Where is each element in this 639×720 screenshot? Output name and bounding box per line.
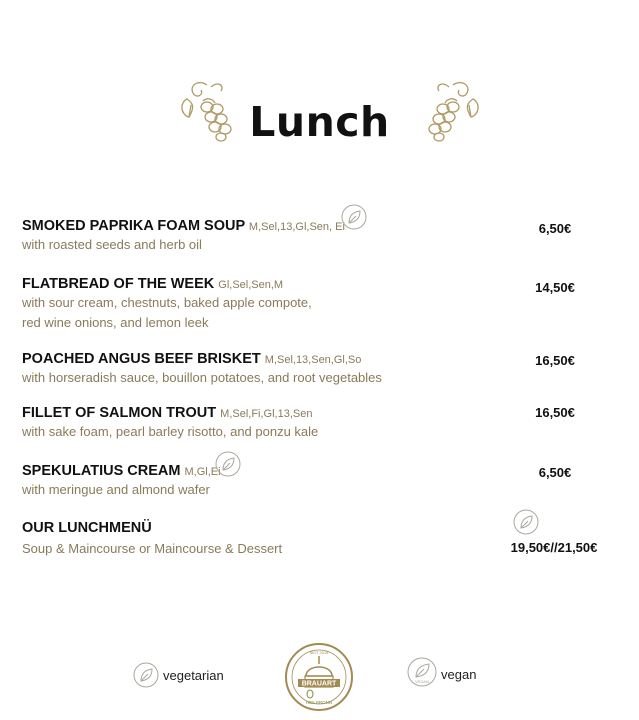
dish-price: 6,50€ <box>538 221 572 236</box>
brauart-logo <box>284 642 354 712</box>
logo-bottom-text: HEILBRONN <box>305 700 333 705</box>
logo-brand-text: BRAUART <box>301 680 337 688</box>
vegetarian-leaf-icon <box>513 509 539 535</box>
vegetarian-leaf-icon <box>133 662 159 688</box>
dish-name: POACHED ANGUS BEEF BRISKET <box>22 351 261 367</box>
dish-price: 16,50€ <box>535 353 575 368</box>
allergen-codes: Gl,Sel,Sen,M <box>218 279 284 291</box>
dish-description: with sake foam, pearl barley risotto, and ponzu kale <box>22 424 319 439</box>
dish-name: FILLET OF SALMON TROUT <box>22 405 217 421</box>
hop-ornament-icon <box>415 77 483 149</box>
dish-price: 16,50€ <box>535 405 575 420</box>
allergen-codes: M,Sel,13,Sen,Gl,So <box>264 354 362 366</box>
allergen-codes: M,Gl,Ei <box>184 466 221 478</box>
dish-name: SPEKULATIUS CREAM <box>22 463 181 479</box>
vegetarian-leaf-icon <box>215 451 241 477</box>
dish-description: Soup & Maincourse or Maincourse & Dessert <box>22 541 283 556</box>
logo-top-text: SEIT 2019 <box>309 650 329 655</box>
dish-description: with sour cream, chestnuts, baked apple compote, <box>22 295 312 310</box>
legend-vegetarian-label: vegetarian <box>163 668 224 683</box>
allergen-codes: M,Sel,Fi,Gl,13,Sen <box>220 408 313 420</box>
dish-name: OUR LUNCHMENÜ <box>22 520 152 536</box>
dish-description: with horseradish sauce, bouillon potatoes, and root vegetables <box>22 370 382 385</box>
allergen-codes: M,Sel,13,Gl,Sen, Ei <box>248 221 345 233</box>
dish-price: 19,50€//21,50€ <box>510 540 598 555</box>
dish-description: with meringue and almond wafer <box>22 482 210 497</box>
vegetarian-leaf-icon <box>341 204 367 230</box>
page-title: Lunch <box>249 98 390 146</box>
dish-price: 14,50€ <box>535 280 575 295</box>
dish-name: SMOKED PAPRIKA FOAM SOUP <box>22 218 245 234</box>
legend-vegan-label: vegan <box>441 667 477 682</box>
vegan-leaf-icon <box>407 657 437 687</box>
vegan-badge-text: VEGAN <box>414 679 430 684</box>
dish-name: FLATBREAD OF THE WEEK <box>22 276 215 292</box>
dish-price: 6,50€ <box>538 465 572 480</box>
dish-description: red wine onions, and lemon leek <box>22 315 209 330</box>
dish-description: with roasted seeds and herb oil <box>22 237 202 252</box>
